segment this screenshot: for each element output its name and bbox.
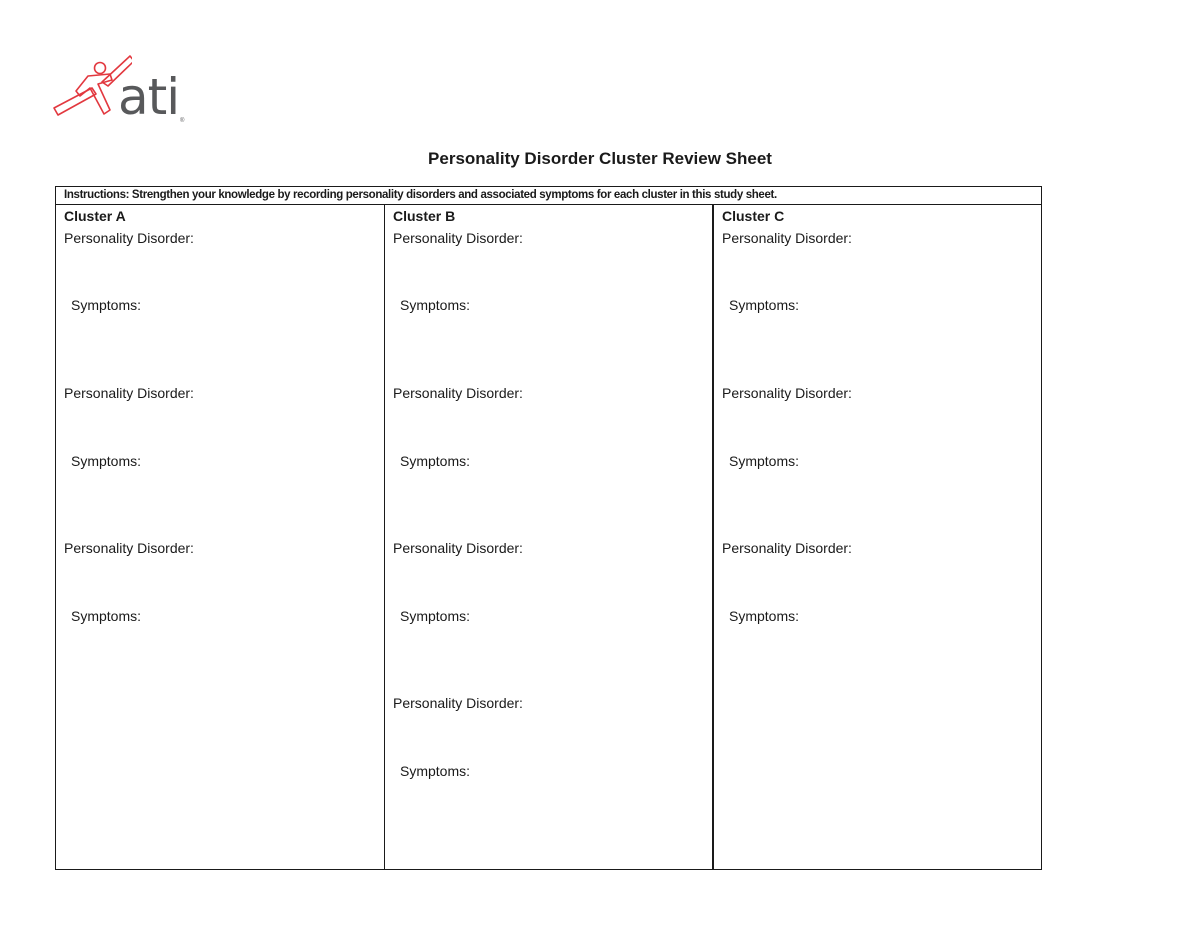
cluster-b-symptoms-1-label: Symptoms: bbox=[400, 297, 471, 313]
cluster-c-symptoms-1-label: Symptoms: bbox=[729, 297, 800, 313]
cluster-c-symptoms-3-label: Symptoms: bbox=[729, 608, 800, 624]
cluster-a-column bbox=[56, 205, 385, 869]
cluster-a-symptoms-3-label: Symptoms: bbox=[71, 608, 142, 624]
cluster-b-title: Cluster B bbox=[393, 208, 456, 224]
cluster-c-disorder-3-label: Personality Disorder: bbox=[722, 540, 852, 556]
cluster-a-disorder-3-label: Personality Disorder: bbox=[64, 540, 194, 556]
cluster-b-disorder-4-label: Personality Disorder: bbox=[393, 695, 523, 711]
instructions-text: Instructions: Strengthen your knowledge by recording personality disorders and associated symptoms for each cluster in this study sheet. bbox=[56, 187, 1041, 205]
cluster-a-title: Cluster A bbox=[64, 208, 126, 224]
ati-wordmark: ati bbox=[118, 68, 180, 126]
cluster-a-symptoms-2-label: Symptoms: bbox=[71, 453, 142, 469]
cluster-b-symptoms-2-label: Symptoms: bbox=[400, 453, 471, 469]
registered-mark: ® bbox=[180, 118, 185, 124]
cluster-b-disorder-1-label: Personality Disorder: bbox=[393, 230, 523, 246]
cluster-b-disorder-3-label: Personality Disorder: bbox=[393, 540, 523, 556]
cluster-c-disorder-1-label: Personality Disorder: bbox=[722, 230, 852, 246]
cluster-b-column bbox=[385, 205, 714, 869]
cluster-c-title: Cluster C bbox=[722, 208, 785, 224]
page-title: Personality Disorder Cluster Review Sheet bbox=[428, 149, 772, 168]
cluster-c-symptoms-2-label: Symptoms: bbox=[729, 453, 800, 469]
cluster-c-column bbox=[714, 205, 1043, 869]
cluster-c-disorder-2-label: Personality Disorder: bbox=[722, 385, 852, 401]
cluster-a-disorder-1-label: Personality Disorder: bbox=[64, 230, 194, 246]
cluster-b-disorder-2-label: Personality Disorder: bbox=[393, 385, 523, 401]
cluster-a-disorder-2-label: Personality Disorder: bbox=[64, 385, 194, 401]
cluster-b-symptoms-4-label: Symptoms: bbox=[400, 763, 471, 779]
cluster-b-symptoms-3-label: Symptoms: bbox=[400, 608, 471, 624]
ati-logo bbox=[52, 52, 192, 128]
review-sheet-table bbox=[55, 186, 1042, 870]
cluster-a-symptoms-1-label: Symptoms: bbox=[71, 297, 142, 313]
